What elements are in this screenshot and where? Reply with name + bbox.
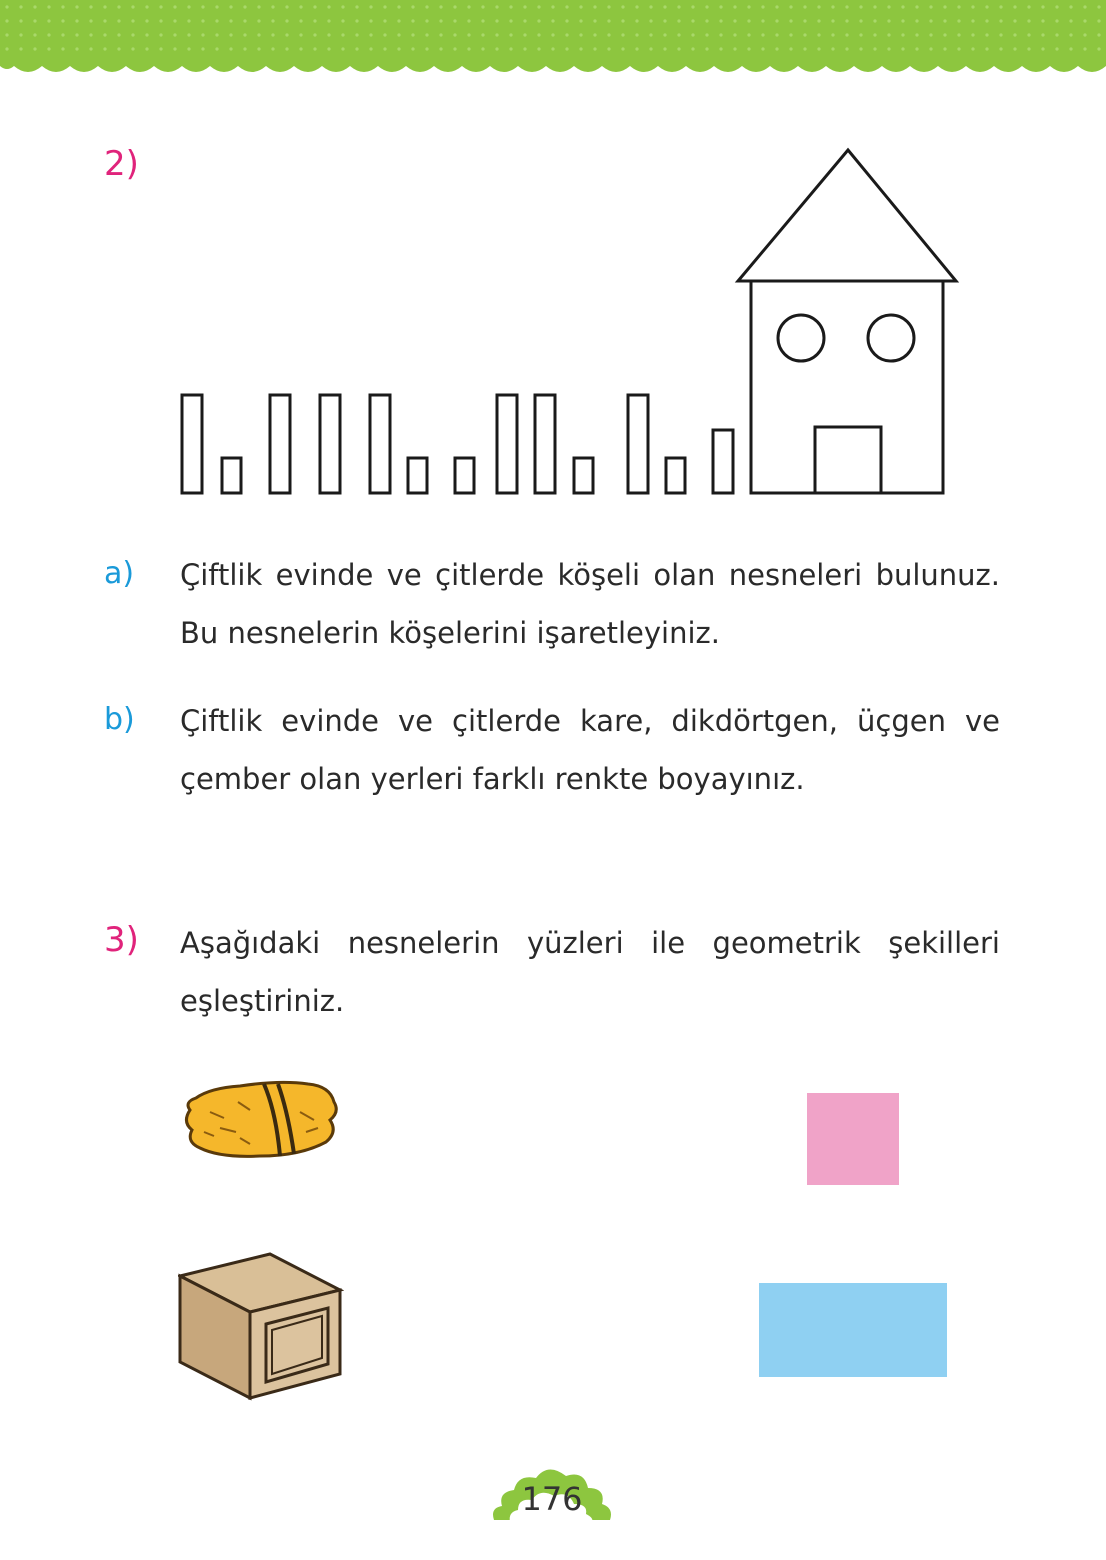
fence-plank xyxy=(455,458,474,493)
fence-plank xyxy=(320,395,340,493)
fence-plank xyxy=(270,395,290,493)
fence-plank xyxy=(666,458,685,493)
blue-rectangle-shape xyxy=(759,1283,947,1377)
hay-bale-picture xyxy=(180,1072,340,1168)
page-number: 176 xyxy=(521,1480,583,1518)
exercise-2a-label: a) xyxy=(104,556,135,591)
farm-house-drawing xyxy=(0,0,1106,520)
house-window-left xyxy=(778,315,824,361)
exercise-2a-text: Çiftlik evinde ve çitlerde köşeli olan nesneleri bulunuz. Bu nesnelerin köşelerini işaretleyiniz. xyxy=(180,558,1000,650)
fence-plank xyxy=(408,458,427,493)
exercise-3-number: 3) xyxy=(104,920,139,960)
fence-plank xyxy=(535,395,555,493)
house-window-right xyxy=(868,315,914,361)
pink-square-shape xyxy=(807,1093,899,1185)
house-body xyxy=(751,281,943,493)
exercise-2b-text: Çiftlik evinde ve çitlerde kare, dikdörtgen, üçgen ve çember olan yerleri farklı renkte boyayınız. xyxy=(180,704,1000,796)
fence-plank xyxy=(497,395,517,493)
cardboard-box-picture xyxy=(178,1250,344,1402)
fence-plank xyxy=(370,395,390,493)
fence-plank xyxy=(574,458,593,493)
exercise-3-text: Aşağıdaki nesnelerin yüzleri ile geometrik şekilleri eşleştiriniz. xyxy=(180,926,1000,1018)
fence-plank xyxy=(628,395,648,493)
house-door xyxy=(815,427,881,493)
exercise-2-number: 2) xyxy=(104,144,139,184)
fence-plank xyxy=(713,430,733,493)
roof-triangle xyxy=(738,150,956,281)
fence-plank xyxy=(182,395,202,493)
page-number-badge xyxy=(488,1458,616,1530)
fence-plank xyxy=(222,458,241,493)
exercise-2b-label: b) xyxy=(104,702,135,737)
